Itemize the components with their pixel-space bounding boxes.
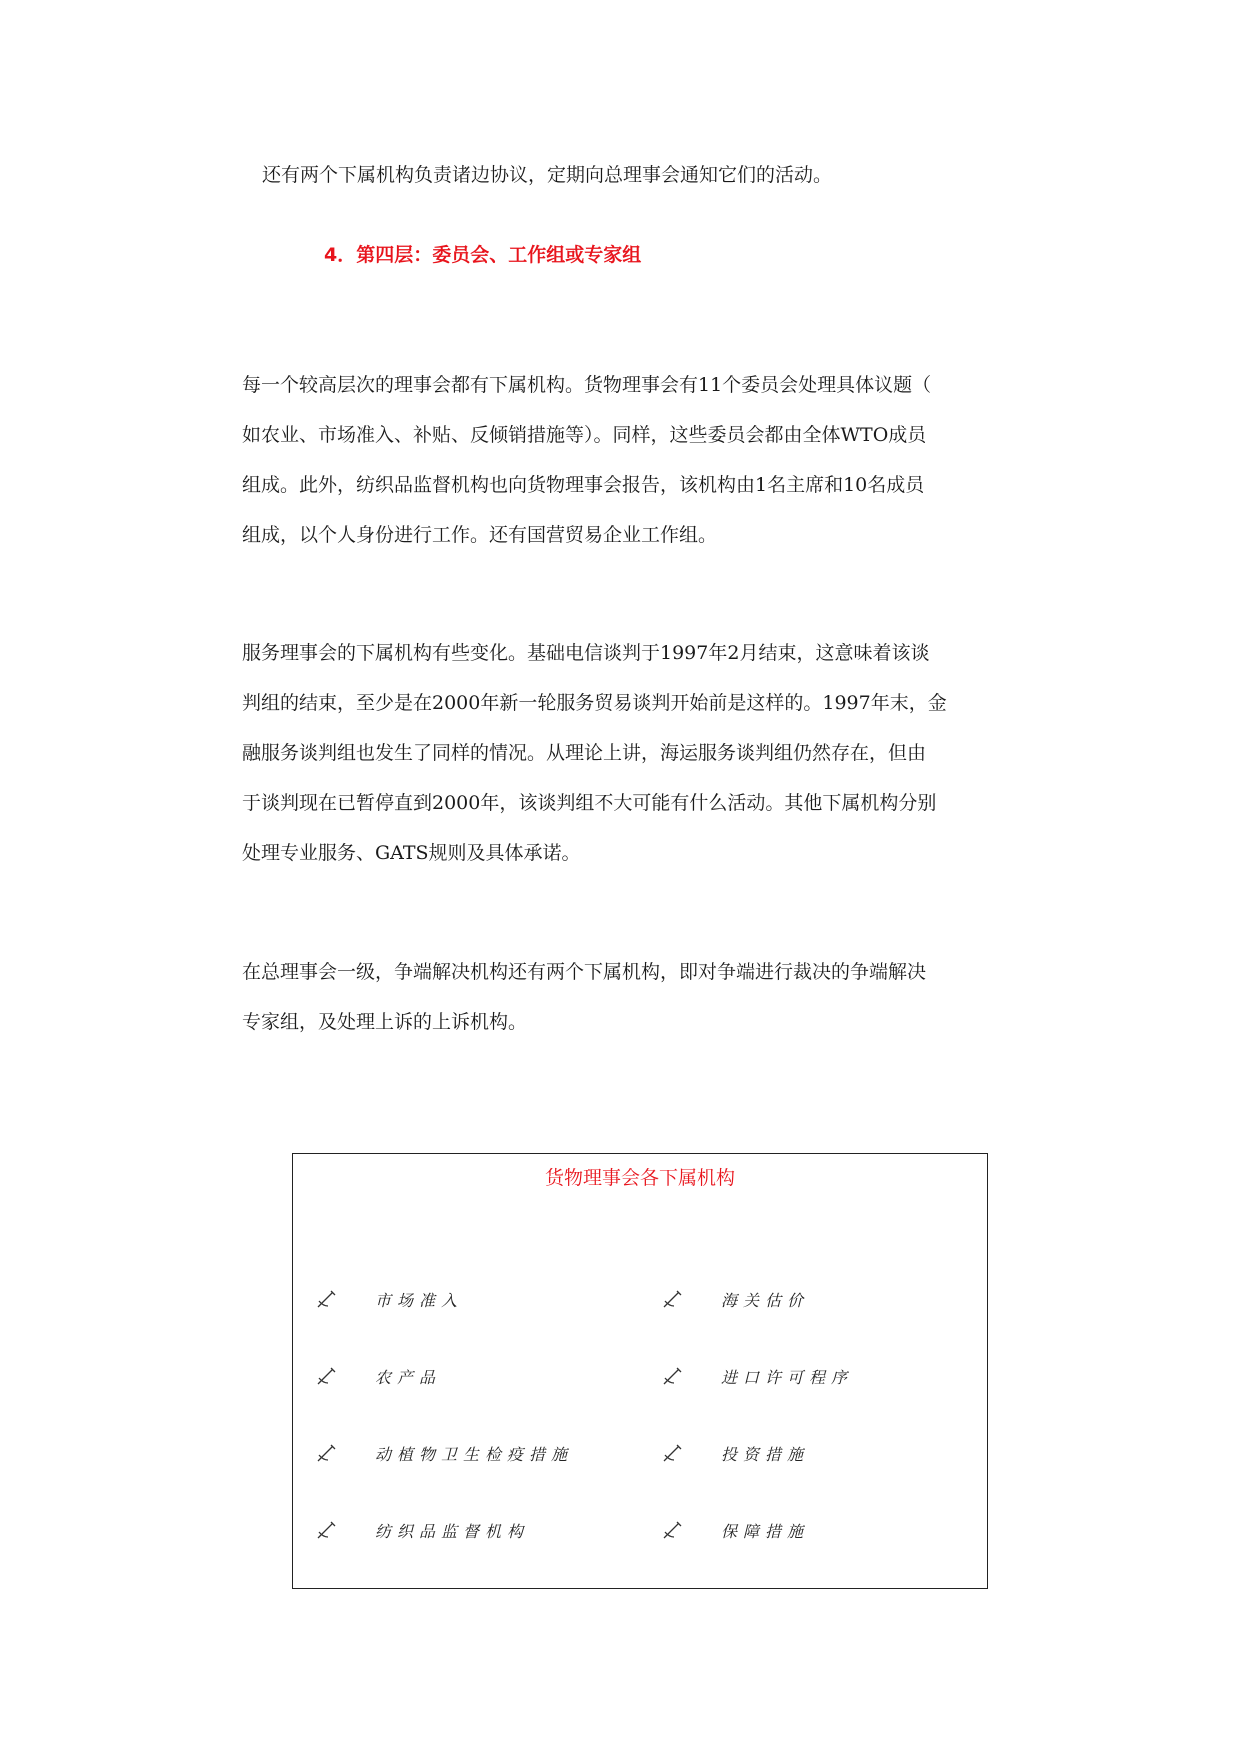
paragraph-line: 专家组，及处理上诉的上诉机构。 (242, 1011, 528, 1033)
goods-council-subsidiary-bodies-box (292, 1153, 988, 1589)
paragraph-2 (242, 628, 1002, 878)
paragraph-line: 于谈判现在已暂停直到2000年，该谈判组不大可能有什么活动。其他下属机构分别 (242, 792, 937, 814)
list-item-label: 市场准入 (375, 1290, 464, 1310)
paragraph-3 (242, 947, 1002, 1047)
paragraph-line: 组成。此外，纺织品监督机构也向货物理事会报告，该机构由1名主席和10名成员 (242, 474, 925, 496)
list-item (661, 1515, 809, 1545)
list-item-label: 农产品 (375, 1367, 442, 1387)
pen-writing-icon (661, 1287, 685, 1311)
list-item (661, 1284, 809, 1314)
pen-writing-icon (661, 1518, 685, 1542)
paragraph-line: 服务理事会的下属机构有些变化。基础电信谈判于1997年2月结束，这意味着该谈 (242, 642, 930, 664)
list-item (661, 1361, 853, 1391)
subsidiary-bodies-list (293, 1284, 987, 1584)
section-heading: 4．第四层：委员会、工作组或专家组 (324, 244, 642, 266)
list-item (315, 1438, 573, 1468)
pen-writing-icon (315, 1441, 339, 1465)
paragraph-line: 每一个较高层次的理事会都有下属机构。货物理事会有11个委员会处理具体议题（ (242, 374, 932, 396)
paragraph-1 (242, 360, 1002, 560)
list-item (315, 1284, 463, 1314)
list-item-label: 进口许可程序 (721, 1367, 854, 1387)
paragraph-line: 组成，以个人身份进行工作。还有国营贸易企业工作组。 (242, 524, 718, 546)
list-item-label: 保障措施 (721, 1521, 810, 1541)
pen-writing-icon (315, 1364, 339, 1388)
list-item-label: 海关估价 (721, 1290, 810, 1310)
list-item (315, 1515, 529, 1545)
paragraph-line: 融服务谈判组也发生了同样的情况。从理论上讲，海运服务谈判组仍然存在，但由 (242, 742, 927, 764)
paragraph-line: 如农业、市场准入、补贴、反倾销措施等）。同样，这些委员会都由全体WTO成员 (242, 424, 927, 446)
list-item (315, 1361, 441, 1391)
list-item-label: 投资措施 (721, 1444, 810, 1464)
box-title: 货物理事会各下属机构 (544, 1167, 735, 1189)
pen-writing-icon (661, 1441, 685, 1465)
list-item-label: 纺织品监督机构 (375, 1521, 530, 1541)
pen-writing-icon (315, 1518, 339, 1542)
paragraph-line: 在总理事会一级，争端解决机构还有两个下属机构，即对争端进行裁决的争端解决 (242, 961, 927, 983)
pen-writing-icon (661, 1364, 685, 1388)
list-item-label: 动植物卫生检疫措施 (375, 1444, 574, 1464)
intro-text: 还有两个下属机构负责诸边协议，定期向总理事会通知它们的活动。 (262, 164, 833, 186)
paragraph-line: 处理专业服务、GATS规则及具体承诺。 (242, 842, 581, 864)
paragraph-line: 判组的结束，至少是在2000年新一轮服务贸易谈判开始前是这样的。1997年末，金 (242, 692, 947, 714)
list-item (661, 1438, 809, 1468)
pen-writing-icon (315, 1287, 339, 1311)
